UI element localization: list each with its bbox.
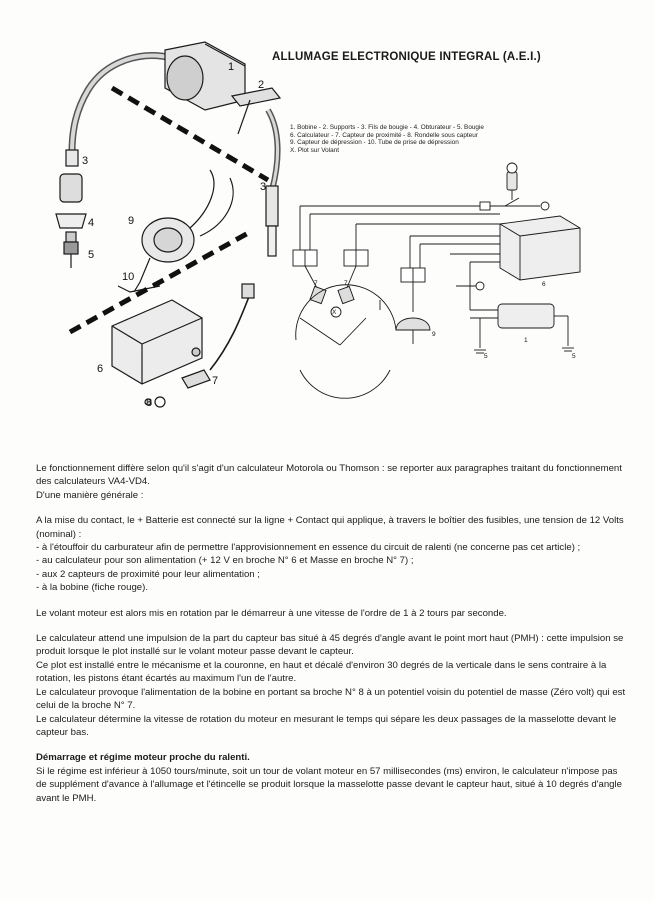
ignition-diagram: [0, 0, 654, 440]
paragraph: A la mise du contact, le + Batterie est connecté sur la ligne + Contact qui applique, à travers le boîtier des fusibles, une tension de 12 Volts (nominal) :: [36, 515, 624, 540]
label-calculateur: 6: [97, 363, 104, 375]
label-schematic-vacuum: 9: [432, 331, 436, 338]
label-proximity-sensor: 7: [212, 375, 219, 387]
list-item: - au calculateur pour son alimentation (+ 12 V en broche N° 6 et Masse en broche N° 7) ;: [36, 555, 414, 567]
legend-line: 1. Bobine - 2. Supports - 3. Fils de bougie - 4. Obturateur - 5. Bougie: [290, 124, 484, 131]
label-schematic-sensor-left: 7: [314, 280, 318, 287]
list-item: - à l'étouffoir du carburateur afin de permettre l'approvisionnement en essence du circuit de ralenti (ne concerne pas cet article) ;: [36, 542, 581, 554]
label-schematic-ground-right: 5: [572, 353, 576, 360]
list-item: - aux 2 capteurs de proximité pour leur alimentation ;: [36, 568, 260, 580]
label-support: 2: [258, 79, 265, 91]
label-vacuum-sensor: 9: [128, 215, 135, 227]
label-vacuum-tube: 10: [122, 271, 135, 283]
paragraph: Le calculateur attend une impulsion de la part du capteur bas situé à 45 degrés d'angle avant le point mort haut (PMH) : cette impulsion se produit lorsque le plot installé sur le volant moteur passe devant le capteur.: [36, 633, 624, 658]
label-schematic-calculateur: 6: [542, 281, 546, 288]
paragraph: D'une manière générale :: [36, 489, 144, 501]
label-schematic-sensor-right: 7: [344, 280, 348, 287]
label-schematic-coil: 1: [524, 337, 528, 344]
label-coil: 1: [228, 61, 235, 73]
paragraph: Le fonctionnement diffère selon qu'il s'agit d'un calculateur Motorola ou Thomson : se reporter aux paragraphes traitant du fonctionnement des calculateurs VA4-VD4.: [36, 463, 622, 488]
paragraph: Le calculateur détermine la vitesse de rotation du moteur en mesurant le temps qui sépare les deux passages de la masselotte devant le capteur bas.: [36, 713, 617, 738]
legend-line: 9. Capteur de dépression - 10. Tube de prise de dépression: [290, 139, 459, 147]
label-washer: 8: [146, 397, 153, 409]
dashed-separator: [70, 88, 268, 332]
body-text: [36, 462, 626, 805]
label-spark-plug: 5: [88, 249, 95, 261]
label-schematic-ground-left: 5: [484, 353, 488, 360]
list-item: - à la bobine (fiche rouge).: [36, 582, 148, 594]
label-obturateur: 4: [88, 217, 95, 229]
label-wire-right: 3: [260, 181, 267, 193]
legend-line: 6. Calculateur - 7. Capteur de proximité - 8. Rondelle sous capteur: [290, 131, 478, 139]
paragraph: Le volant moteur est alors mis en rotation par le démarreur à une vitesse de l'ordre de 1 à 2 tours par seconde.: [36, 607, 507, 619]
paragraph: Le calculateur provoque l'alimentation de la bobine en portant sa broche N° 8 à un potentiel voisin du potentiel de masse (Zéro volt) qui est celui de la broche N° 7.: [36, 686, 626, 712]
section-heading: Démarrage et régime moteur proche du ralenti.: [36, 752, 250, 764]
label-wire-left: 3: [82, 155, 89, 167]
legend-line: X. Plot sur Volant: [290, 146, 340, 154]
label-schematic-plot: X: [332, 309, 337, 316]
document-title: ALLUMAGE ELECTRONIQUE INTEGRAL (A.E.I.): [272, 51, 541, 63]
paragraph: Si le régime est inférieur à 1050 tours/minute, soit un tour de volant moteur en 57 millisecondes (ms) environ, le calculateur n'impose pas de supplément d'avance à l'allumage et l'étincelle se produit lorsque la masselotte passe devant le capteur haut, situé à 10 degrés d'angle avant le PMH.: [36, 765, 622, 804]
paragraph: Ce plot est installé entre le mécanisme et la couronne, en haut et décalé d'environ 30 degrés de la verticale dans le sens contraire à la rotation, les pistons étant écartés au maximum l'un de l'autre.: [36, 659, 607, 685]
wiring-schematic: [293, 163, 580, 398]
